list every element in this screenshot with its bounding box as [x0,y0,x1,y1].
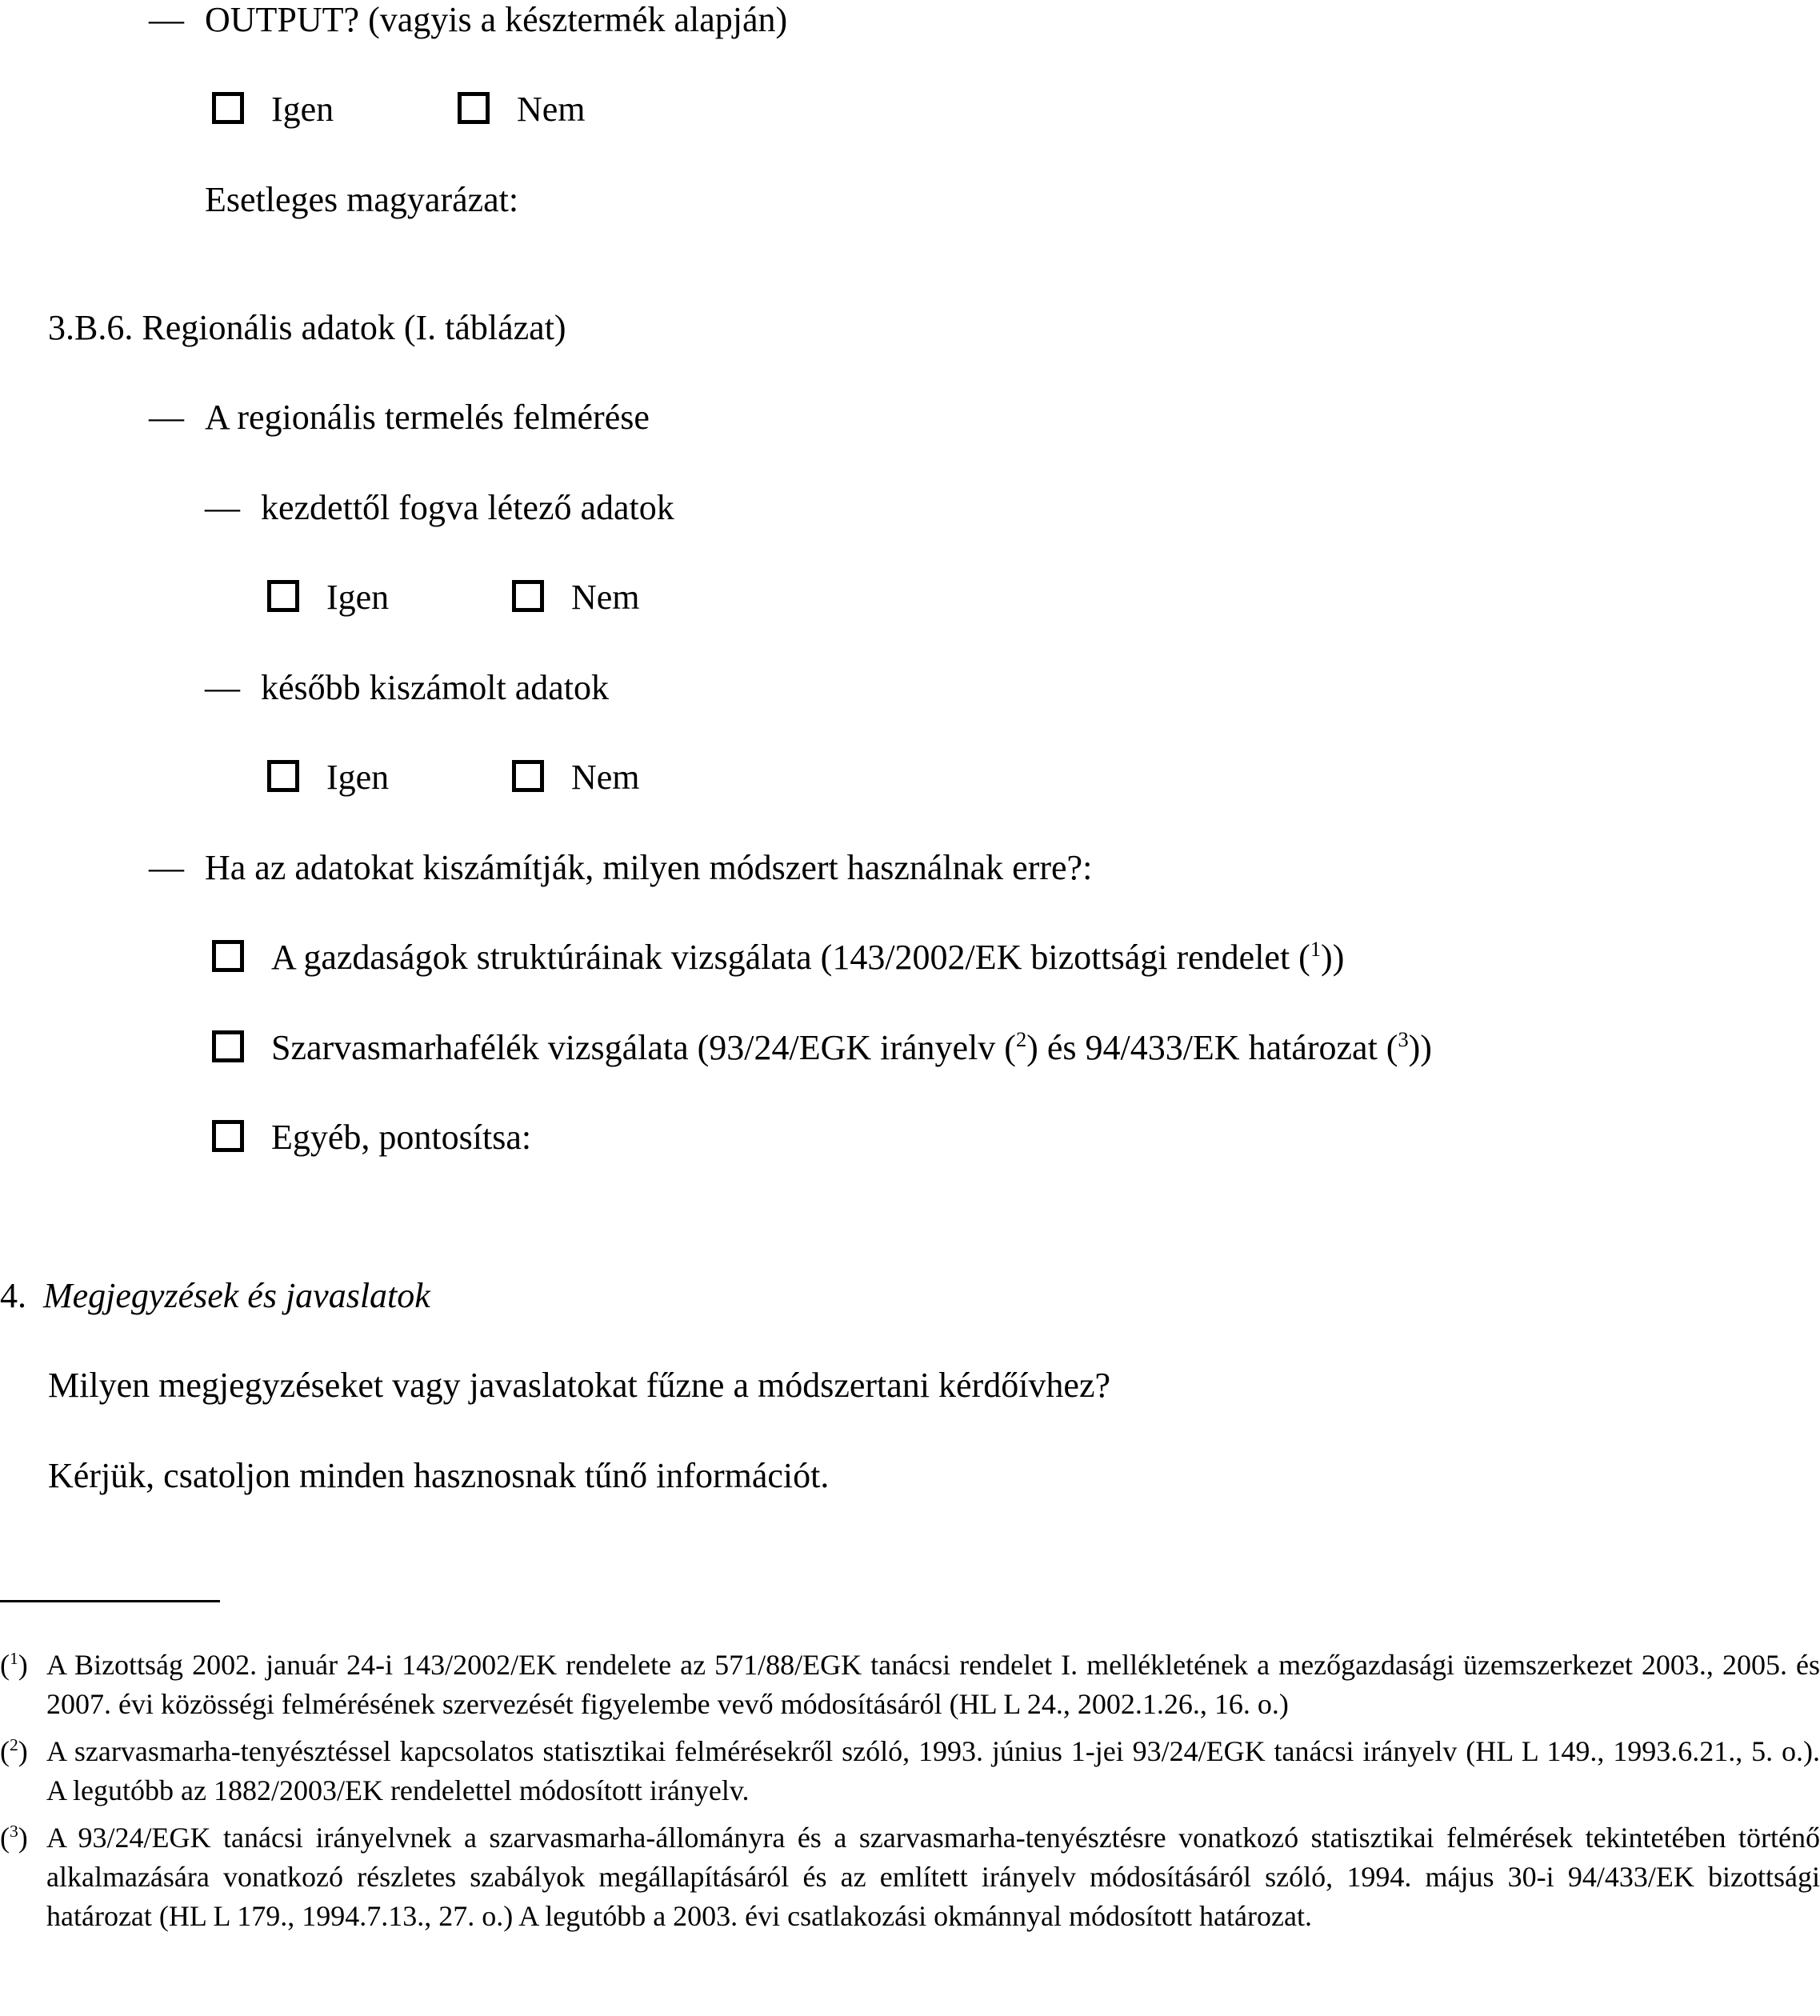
method-option-farm-structure[interactable] [212,938,1344,978]
output-question-label: OUTPUT? (vagyis a késztermék alapján) [205,0,788,39]
dash-bullet: — [205,488,240,527]
remarks-question: Milyen megjegyzéseket vagy javaslatokat fűzne a módszertani kérdőívhez? [48,1366,1111,1405]
method-question-label: Ha az adatokat kiszámítják, milyen módszert használnak erre?: [205,848,1093,887]
output-no-option[interactable] [458,90,586,130]
checkbox[interactable] [212,1030,244,1062]
footnote-marker: ($^1$) [0,1649,28,1681]
section-number: 4. [0,1276,26,1315]
later-data-label: később kiszámolt adatok [261,668,610,707]
footnote-2 [0,1732,1820,1810]
checkbox[interactable] [512,760,544,792]
initial-data-item [205,488,674,529]
footnote-3 [0,1818,1820,1936]
footnote-ref[interactable]: 1 [1310,937,1322,962]
method-option-cattle-survey[interactable] [212,1028,1432,1069]
dash-bullet: — [149,848,184,887]
footnote-ref[interactable]: 2 [1015,1027,1027,1052]
option-label: Igen [271,90,334,129]
section-title: Megjegyzések és javaslatok [43,1276,430,1315]
footnote-ref[interactable]: 3 [1398,1027,1409,1052]
section-4-heading [0,1276,430,1317]
checkbox[interactable] [212,92,244,124]
option-label: Igen [326,578,390,617]
initial-data-yes-option[interactable] [267,578,389,618]
dash-bullet: — [149,398,184,437]
option-label-tail: )) [1408,1028,1432,1067]
checkbox[interactable] [212,1120,244,1152]
option-label: Nem [571,758,640,797]
option-label-mid: ) és 94/433/EK határozat ( [1026,1028,1398,1067]
checkbox[interactable] [267,580,299,612]
output-yes-option[interactable] [212,90,334,130]
initial-data-label: kezdettől fogva létező adatok [261,488,674,527]
later-data-item [205,668,609,709]
dash-bullet: — [205,668,240,707]
method-option-other[interactable] [212,1118,531,1158]
footnote-text: A szarvasmarha-tenyésztéssel kapcsolatos statisztikai felmérésekről szóló, 1993. június 1-jei 93/24/EGK tanácsi irányelv (HL L 149., 1993.6.21., 5. o.). A legutóbb az 1882/2003/EK rendelettel módosított irányelv. [46,1735,1820,1806]
option-label: Nem [571,578,640,617]
checkbox[interactable] [512,580,544,612]
option-label: A gazdaságok struktúráinak vizsgálata (143/2002/EK bizottsági rendelet ( [271,938,1310,977]
footnote-text: A 93/24/EGK tanácsi irányelvnek a szarvasmarha-állományra és a szarvasmarha-tenyésztésre vonatkozó statisztikai felmérések tekintetében történő alkalmazására vonatkozó részletes szabályok megállapításáról és az említett irányelv módosításáról szóló, 1994. május 30-i 94/433/EK bizottsági határozat (HL L 179., 1994.7.13., 27. o.) A legutóbb a 2003. évi csatlakozási okmánnyal módosított határozat. [46,1822,1820,1932]
later-data-yes-option[interactable] [267,758,389,798]
initial-data-no-option[interactable] [512,578,640,618]
section-heading: 3.B.6. Regionális adatok (I. táblázat) [48,308,566,347]
dash-bullet: — [149,0,184,39]
footnote-text: A Bizottság 2002. január 24-i 143/2002/EK rendelete az 571/88/EGK tanácsi rendelet I. mellékletének a mezőgazdasági üzemszerkezet 2003., 2005. és 2007. évi közösségi felmérésének szervezését figyelembe vevő módosításáról (HL L 24., 2002.1.26., 16. o.) [46,1649,1820,1720]
attach-request: Kérjük, csatoljon minden hasznosnak tűnő információt. [48,1456,830,1495]
option-label: Egyéb, pontosítsa: [271,1118,532,1157]
checkbox[interactable] [212,940,244,972]
footnote-marker: ($^2$) [0,1735,28,1767]
later-data-no-option[interactable] [512,758,640,798]
survey-item-label: A regionális termelés felmérése [205,398,650,437]
footnote-marker: ($^3$) [0,1822,28,1854]
explanation-label: Esetleges magyarázat: [205,180,519,219]
footnote-divider [0,1600,220,1602]
footnote-1 [0,1646,1820,1724]
survey-item [149,398,650,438]
output-question [149,0,787,41]
option-label-tail: )) [1321,938,1345,977]
checkbox[interactable] [267,760,299,792]
option-label: Igen [326,758,390,797]
method-question [149,848,1092,889]
option-label: Szarvasmarhafélék vizsgálata (93/24/EGK irányelv ( [271,1028,1016,1067]
checkbox[interactable] [458,92,490,124]
option-label: Nem [517,90,586,129]
